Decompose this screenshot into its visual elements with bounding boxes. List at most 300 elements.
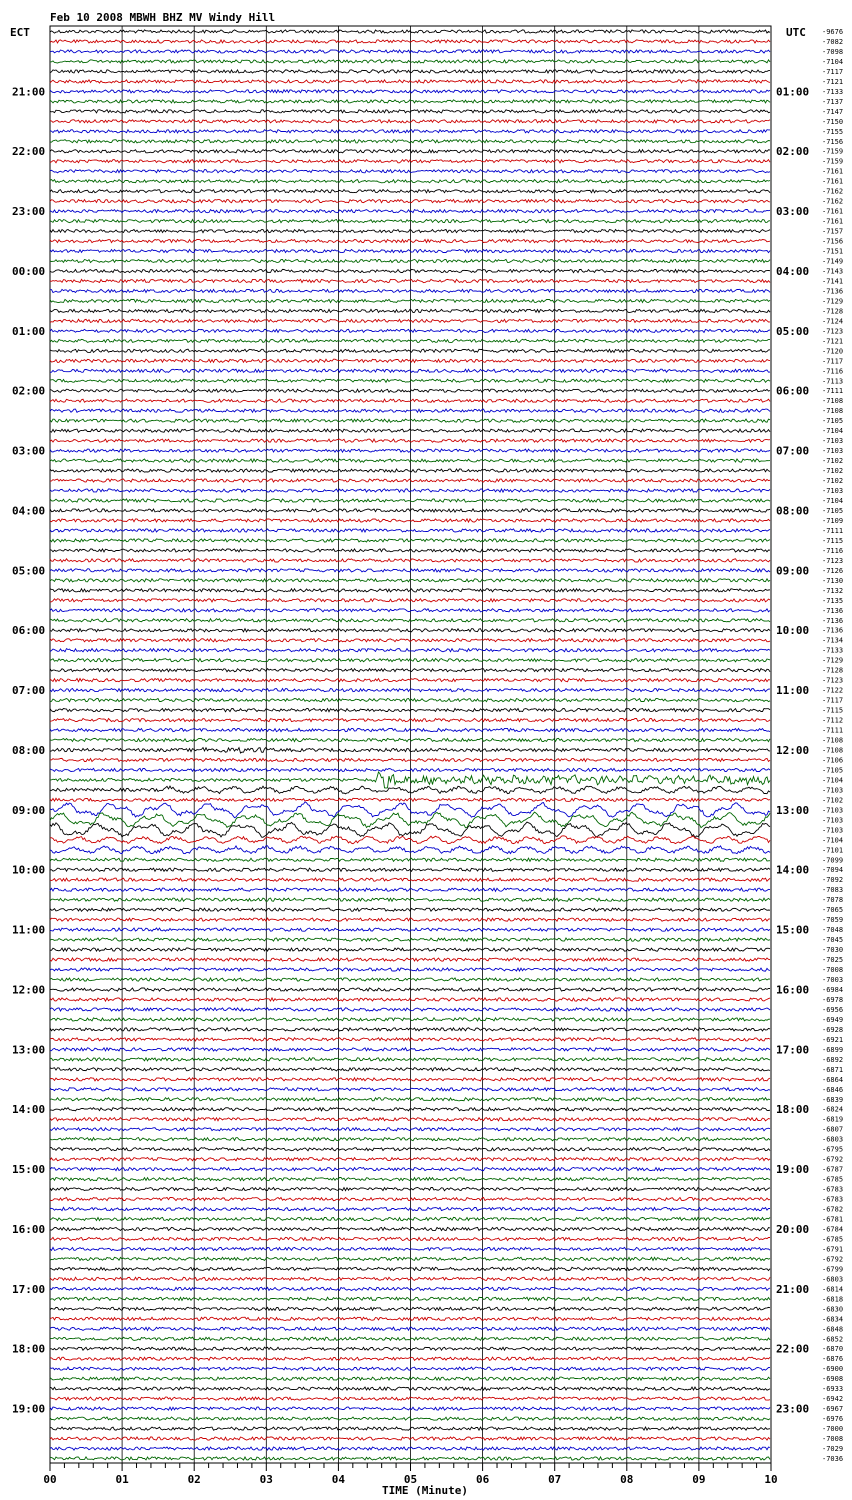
seismic-trace [50, 836, 770, 844]
trace-offset-label: -7065 [822, 906, 844, 915]
seismic-trace [50, 230, 770, 233]
seismic-trace [50, 80, 770, 83]
seismic-trace [50, 948, 770, 951]
trace-offset-label: -7128 [822, 307, 844, 316]
seismic-trace [50, 50, 770, 53]
trace-offset-label: -9676 [822, 27, 844, 36]
seismic-trace [50, 130, 770, 133]
seismic-trace [50, 469, 770, 472]
trace-offset-label: -7104 [822, 776, 844, 785]
seismic-trace [50, 728, 770, 731]
left-hour-label: 10:00 [12, 863, 46, 877]
trace-offset-label: -6978 [822, 995, 844, 1004]
trace-offset-label: -6834 [822, 1315, 844, 1324]
trace-offset-label: -7159 [822, 147, 844, 156]
trace-offset-label: -6807 [822, 1125, 844, 1134]
right-hour-label: 04:00 [776, 264, 810, 278]
seismic-trace [50, 579, 770, 582]
trace-offset-label: -7129 [822, 297, 844, 306]
seismic-trace [50, 888, 770, 891]
left-hour-label: 08:00 [12, 743, 46, 757]
trace-offset-label: -7115 [822, 536, 844, 545]
trace-offset-label: -7106 [822, 756, 844, 765]
trace-offset-label: -6839 [822, 1095, 844, 1104]
seismic-trace [50, 1078, 770, 1081]
left-hour-label: 05:00 [12, 564, 46, 578]
seismic-trace [50, 699, 770, 702]
trace-offset-label: -7036 [822, 1455, 844, 1464]
seismic-trace [50, 846, 770, 854]
trace-offset-label: -6792 [822, 1255, 844, 1264]
seismic-trace [50, 439, 770, 442]
seismic-trace [50, 309, 770, 312]
seismic-trace [50, 289, 770, 292]
seismic-trace [50, 299, 770, 302]
right-hour-label: 14:00 [776, 863, 810, 877]
trace-offset-label: -7111 [822, 726, 844, 735]
trace-offset-label: -7150 [822, 117, 844, 126]
seismic-trace [50, 429, 770, 432]
left-hour-label: 04:00 [12, 504, 46, 518]
trace-offset-label: -7123 [822, 676, 844, 685]
x-tick-label: 01 [115, 1473, 129, 1486]
seismic-trace [50, 768, 770, 771]
trace-offset-label: -7116 [822, 367, 844, 376]
seismic-trace [50, 599, 770, 602]
trace-offset-label: -6782 [822, 1205, 844, 1214]
trace-offset-label: -7102 [822, 457, 844, 466]
seismic-trace [50, 70, 770, 73]
left-hour-label: 15:00 [12, 1163, 46, 1177]
trace-offset-label: -6830 [822, 1305, 844, 1314]
seismic-trace [50, 1168, 770, 1171]
x-tick-label: 07 [548, 1473, 562, 1486]
left-hour-label: 11:00 [12, 923, 46, 937]
seismic-trace [50, 40, 770, 43]
left-hour-label: 00:00 [12, 264, 46, 278]
x-axis-label: TIME (Minute) [381, 1484, 469, 1497]
trace-offset-label: -6871 [822, 1065, 844, 1074]
seismic-trace [50, 389, 770, 392]
trace-offset-label: -6892 [822, 1055, 844, 1064]
trace-offset-label: -7102 [822, 796, 844, 805]
trace-offset-label: -7048 [822, 926, 844, 935]
right-hour-label: 03:00 [776, 205, 810, 219]
trace-offset-label: -7045 [822, 936, 844, 945]
trace-offset-label: -7111 [822, 526, 844, 535]
seismic-trace [50, 1327, 770, 1330]
trace-offset-label: -7103 [822, 826, 844, 835]
seismic-trace [50, 1277, 770, 1280]
left-hour-label: 12:00 [12, 983, 46, 997]
seismic-trace [50, 772, 770, 788]
seismic-trace [50, 329, 770, 332]
trace-offset-label: -6949 [822, 1015, 844, 1024]
seismic-trace [50, 419, 770, 422]
seismic-trace [50, 1297, 770, 1300]
trace-offset-label: -6819 [822, 1115, 844, 1124]
trace-offset-label: -7147 [822, 107, 844, 116]
trace-offset-label: -7102 [822, 477, 844, 486]
seismic-trace [50, 689, 770, 692]
right-hour-label: 11:00 [776, 684, 810, 698]
trace-offset-label: -6864 [822, 1075, 844, 1084]
seismic-trace [50, 738, 770, 741]
seismic-trace [50, 758, 770, 761]
trace-offset-label: -7136 [822, 606, 844, 615]
trace-offset-label: -7123 [822, 327, 844, 336]
trace-offset-label: -6803 [822, 1135, 844, 1144]
trace-offset-label: -7162 [822, 197, 844, 206]
seismic-trace [50, 1138, 770, 1141]
right-hour-label: 08:00 [776, 504, 810, 518]
trace-offset-label: -7117 [822, 357, 844, 366]
seismic-trace [50, 1058, 770, 1061]
trace-offset-label: -6846 [822, 1085, 844, 1094]
trace-offset-label: -7162 [822, 187, 844, 196]
trace-offset-label: -7108 [822, 397, 844, 406]
trace-offset-label: -7151 [822, 247, 844, 256]
seismic-trace [50, 998, 770, 1001]
trace-offset-label: -7109 [822, 516, 844, 525]
axis-layer [12, 28, 843, 1486]
seismic-trace [50, 918, 770, 921]
trace-offset-label: -7008 [822, 1435, 844, 1444]
left-hour-label: 16:00 [12, 1222, 46, 1236]
seismic-trace [50, 1148, 770, 1151]
seismic-trace [50, 319, 770, 322]
trace-offset-label: -7122 [822, 686, 844, 695]
seismic-trace [50, 1118, 770, 1121]
trace-offset-label: -6791 [822, 1245, 844, 1254]
seismic-trace [50, 958, 770, 961]
seismic-trace [50, 1217, 770, 1220]
trace-offset-label: -7108 [822, 746, 844, 755]
trace-offset-label: -6984 [822, 985, 844, 994]
x-tick-label: 05 [403, 1473, 418, 1486]
seismic-trace [50, 619, 770, 622]
seismic-trace [50, 1357, 770, 1360]
seismic-trace [50, 968, 770, 971]
right-hour-label: 16:00 [776, 983, 810, 997]
trace-offset-label: -6852 [822, 1335, 844, 1344]
seismic-trace [50, 1287, 770, 1290]
trace-offset-label: -7059 [822, 916, 844, 925]
trace-offset-label: -7108 [822, 407, 844, 416]
trace-offset-label: -7121 [822, 337, 844, 346]
left-axis-label: ECT [10, 26, 30, 39]
trace-offset-label: -7124 [822, 317, 844, 326]
seismic-trace [50, 1028, 770, 1031]
trace-offset-label: -7008 [822, 966, 844, 975]
right-hour-label: 22:00 [776, 1342, 810, 1356]
seismic-trace [50, 1457, 770, 1460]
seismic-trace [50, 339, 770, 342]
trace-offset-label: -7003 [822, 976, 844, 985]
trace-offset-label: -7161 [822, 207, 844, 216]
trace-offset-label: -7155 [822, 127, 844, 136]
trace-offset-label: -7104 [822, 497, 844, 506]
seismic-trace [50, 908, 770, 911]
seismic-trace [50, 100, 770, 103]
right-hour-label: 10:00 [776, 624, 810, 638]
seismic-trace [50, 220, 770, 223]
seismic-trace [50, 868, 770, 871]
trace-offset-label: -7112 [822, 716, 844, 725]
seismic-trace [50, 1048, 770, 1051]
seismic-trace [50, 459, 770, 462]
right-axis-label: UTC [786, 26, 806, 39]
left-hour-label: 01:00 [12, 324, 46, 338]
seismic-trace [50, 1367, 770, 1370]
seismic-trace [50, 190, 770, 193]
seismic-trace [50, 719, 770, 722]
seismic-trace [50, 569, 770, 572]
seismic-trace [50, 399, 770, 402]
seismic-trace [50, 1377, 770, 1380]
trace-offset-label: -7133 [822, 646, 844, 655]
seismic-trace [50, 1108, 770, 1111]
trace-offset-label: -7161 [822, 177, 844, 186]
trace-offset-label: -6921 [822, 1035, 844, 1044]
seismic-trace [50, 898, 770, 901]
left-hour-label: 17:00 [12, 1282, 46, 1296]
trace-offset-label: -7105 [822, 506, 844, 515]
seismic-trace [50, 669, 770, 672]
seismic-trace [50, 559, 770, 562]
right-hour-label: 19:00 [776, 1163, 810, 1177]
seismic-trace [50, 349, 770, 352]
x-tick-label: 09 [692, 1473, 706, 1486]
trace-offset-label: -6799 [822, 1265, 844, 1274]
trace-offset-label: -7161 [822, 167, 844, 176]
left-hour-label: 23:00 [12, 205, 46, 219]
seismic-trace [50, 1427, 770, 1430]
seismic-trace [50, 160, 770, 163]
seismic-trace [50, 509, 770, 512]
trace-offset-label: -7116 [822, 546, 844, 555]
seismic-trace [50, 978, 770, 981]
trace-offset-label: -7029 [822, 1445, 844, 1454]
trace-offset-label: -6899 [822, 1045, 844, 1054]
seismic-trace [50, 1387, 770, 1390]
trace-offset-label: -7121 [822, 77, 844, 86]
left-hour-label: 09:00 [12, 803, 46, 817]
seismic-trace [50, 269, 770, 272]
trace-offset-label: -7103 [822, 806, 844, 815]
seismic-trace [50, 489, 770, 492]
trace-offset-label: -7136 [822, 287, 844, 296]
seismic-trace [50, 1008, 770, 1011]
trace-offset-label: -6785 [822, 1235, 844, 1244]
seismic-trace [50, 359, 770, 362]
trace-offset-label: -6956 [822, 1005, 844, 1014]
trace-offset-label: -7141 [822, 277, 844, 286]
trace-offset-label: -7132 [822, 586, 844, 595]
trace-offset-label: -6848 [822, 1325, 844, 1334]
trace-offset-label: -7082 [822, 37, 844, 46]
trace-offset-label: -6928 [822, 1025, 844, 1034]
trace-offset-label: -7000 [822, 1425, 844, 1434]
right-hour-label: 18:00 [776, 1103, 810, 1117]
trace-offset-label: -7130 [822, 576, 844, 585]
right-hour-label: 02:00 [776, 145, 810, 159]
seismic-trace [50, 1397, 770, 1400]
seismic-trace [50, 1407, 770, 1410]
trace-offset-label: -6976 [822, 1415, 844, 1424]
trace-offset-label: -7094 [822, 866, 844, 875]
trace-offset-label: -7137 [822, 97, 844, 106]
trace-offset-label: -7083 [822, 886, 844, 895]
trace-offset-label: -6785 [822, 1175, 844, 1184]
trace-offset-label: -7104 [822, 427, 844, 436]
trace-offset-label: -7159 [822, 157, 844, 166]
seismic-trace [50, 798, 770, 801]
trace-offset-label: -7101 [822, 846, 844, 855]
trace-offset-label: -6787 [822, 1165, 844, 1174]
trace-offset-label: -6783 [822, 1185, 844, 1194]
right-hour-label: 06:00 [776, 384, 810, 398]
seismic-trace [50, 449, 770, 452]
left-hour-label: 18:00 [12, 1342, 46, 1356]
seismic-trace [50, 1317, 770, 1320]
trace-offset-label: -7117 [822, 696, 844, 705]
seismic-trace [50, 1347, 770, 1350]
trace-offset-label: -7156 [822, 137, 844, 146]
trace-layer [50, 30, 770, 1460]
trace-offset-label: -6876 [822, 1355, 844, 1364]
x-tick-label: 02 [187, 1473, 201, 1486]
seismic-trace [50, 1198, 770, 1201]
seismic-trace [50, 1018, 770, 1021]
seismic-trace [50, 369, 770, 372]
left-hour-label: 02:00 [12, 384, 46, 398]
trace-offset-label: -7103 [822, 487, 844, 496]
trace-offset-label: -7136 [822, 616, 844, 625]
trace-offset-label: -7104 [822, 836, 844, 845]
seismic-trace [50, 747, 770, 753]
seismic-trace [50, 120, 770, 123]
trace-offset-label: -7111 [822, 387, 844, 396]
seismic-trace [50, 1257, 770, 1260]
left-hour-label: 21:00 [12, 85, 46, 99]
trace-offset-label: -6803 [822, 1275, 844, 1284]
seismic-trace [50, 180, 770, 183]
trace-offset-label: -7115 [822, 706, 844, 715]
seismic-trace [50, 279, 770, 282]
trace-offset-label: -7113 [822, 377, 844, 386]
seismic-trace [50, 150, 770, 153]
seismic-trace [50, 499, 770, 502]
trace-offset-label: -7025 [822, 956, 844, 965]
seismic-trace [50, 200, 770, 203]
right-hour-label: 12:00 [776, 743, 810, 757]
seismic-trace [50, 1247, 770, 1250]
seismic-trace [50, 210, 770, 213]
seismic-trace [50, 479, 770, 482]
seismic-trace [50, 30, 770, 33]
seismic-trace [50, 629, 770, 632]
trace-offset-label: -7136 [822, 626, 844, 635]
seismic-trace [50, 409, 770, 412]
seismic-trace [50, 1158, 770, 1161]
trace-offset-label: -7133 [822, 87, 844, 96]
seismic-trace [50, 519, 770, 522]
right-hour-label: 23:00 [776, 1402, 810, 1416]
trace-offset-label: -7030 [822, 946, 844, 955]
right-hour-label: 07:00 [776, 444, 810, 458]
seismic-trace [50, 1307, 770, 1310]
left-hour-label: 19:00 [12, 1402, 46, 1416]
trace-offset-label: -6900 [822, 1365, 844, 1374]
seismic-trace [50, 1417, 770, 1420]
seismic-trace [50, 988, 770, 991]
seismic-trace [50, 1088, 770, 1091]
seismic-trace [50, 878, 770, 881]
seismic-trace [50, 786, 770, 794]
trace-offset-label: -7105 [822, 417, 844, 426]
seismic-trace [50, 639, 770, 642]
seismic-trace [50, 529, 770, 532]
right-hour-label: 13:00 [776, 803, 810, 817]
trace-offset-label: -7103 [822, 447, 844, 456]
x-tick-label: 04 [331, 1473, 346, 1486]
seismic-trace [50, 240, 770, 243]
trace-offset-label: -7123 [822, 556, 844, 565]
trace-offset-label: -7108 [822, 736, 844, 745]
trace-offset-label: -7103 [822, 786, 844, 795]
trace-offset-label: -7098 [822, 47, 844, 56]
trace-offset-label: -7134 [822, 636, 844, 645]
right-hour-label: 05:00 [776, 324, 810, 338]
trace-offset-label: -7149 [822, 257, 844, 266]
x-tick-label: 10 [764, 1473, 778, 1486]
x-tick-label: 08 [620, 1473, 634, 1486]
seismic-trace [50, 928, 770, 931]
right-hour-label: 09:00 [776, 564, 810, 578]
seismic-trace [50, 709, 770, 712]
trace-offset-label: -7128 [822, 666, 844, 675]
trace-offset-label: -7117 [822, 67, 844, 76]
seismic-trace [50, 549, 770, 552]
seismic-trace [50, 1068, 770, 1071]
right-hour-label: 17:00 [776, 1043, 810, 1057]
seismic-trace [50, 659, 770, 662]
seismic-trace [50, 1337, 770, 1340]
left-hour-label: 14:00 [12, 1103, 46, 1117]
right-hour-label: 20:00 [776, 1222, 810, 1236]
right-hour-label: 15:00 [776, 923, 810, 937]
seismic-trace [50, 259, 770, 262]
trace-offset-label: -7102 [822, 467, 844, 476]
left-hour-label: 07:00 [12, 684, 46, 698]
trace-offset-label: -6781 [822, 1215, 844, 1224]
x-tick-label: 06 [475, 1473, 490, 1486]
trace-offset-label: -7078 [822, 896, 844, 905]
seismic-trace [50, 1188, 770, 1191]
seismic-trace [50, 1207, 770, 1210]
right-hour-label: 01:00 [776, 85, 810, 99]
seismic-trace [50, 110, 770, 113]
trace-offset-label: -6784 [822, 1225, 844, 1234]
trace-offset-label: -7135 [822, 596, 844, 605]
left-hour-label: 06:00 [12, 624, 46, 638]
chart-title: Feb 10 2008 MBWH BHZ MV Windy Hill [50, 11, 276, 24]
seismic-trace [50, 249, 770, 252]
seismic-trace [50, 1178, 770, 1181]
x-tick-label: 03 [259, 1473, 273, 1486]
seismic-trace [50, 1038, 770, 1041]
